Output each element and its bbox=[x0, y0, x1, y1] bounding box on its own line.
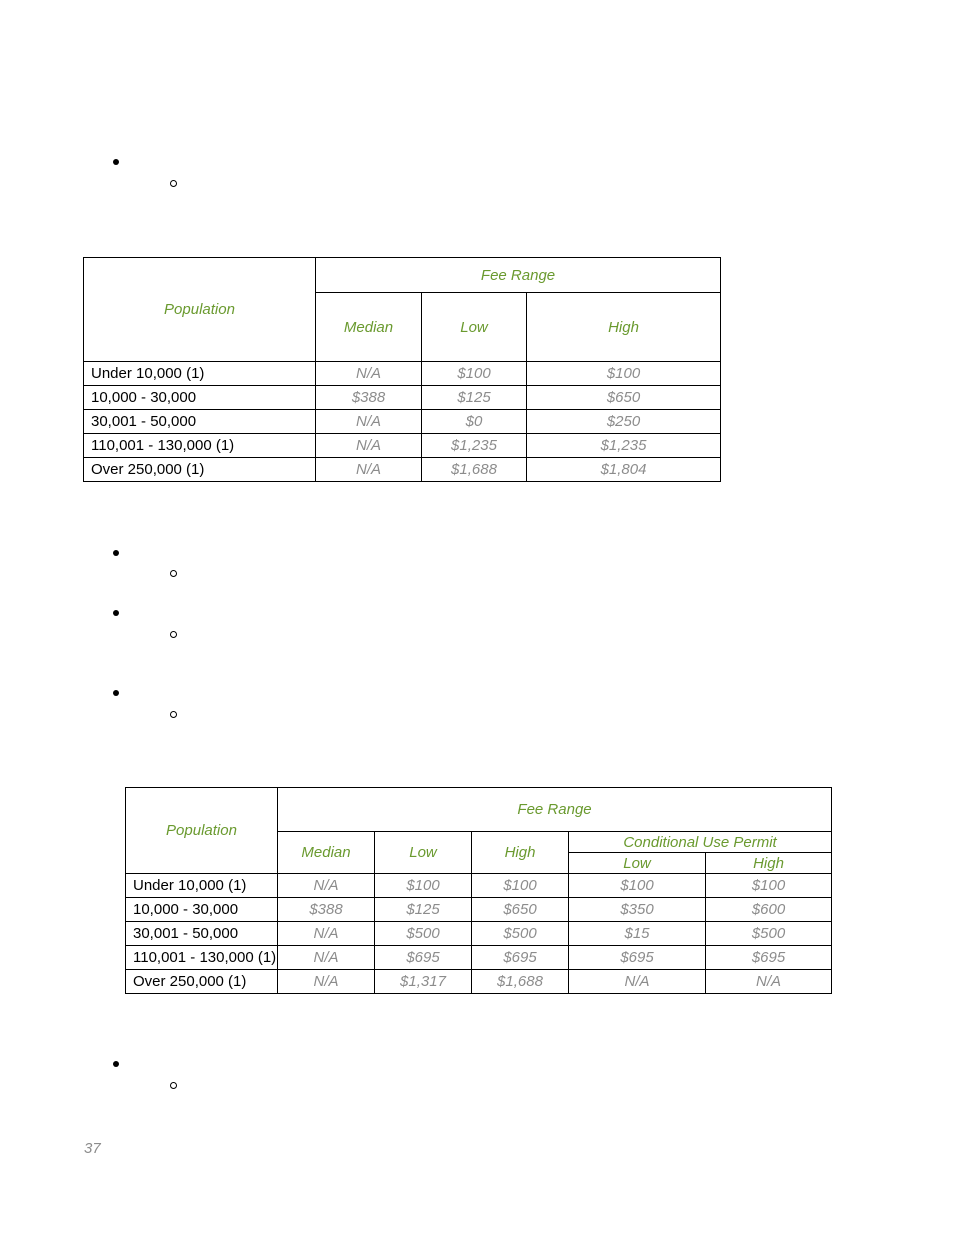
median-cell: N/A bbox=[278, 922, 375, 946]
low-cell: $0 bbox=[422, 410, 527, 434]
median-cell: $388 bbox=[278, 898, 375, 922]
median-cell: N/A bbox=[316, 458, 422, 482]
population-cell: 30,001 - 50,000 bbox=[84, 410, 316, 434]
cup-low-cell: $100 bbox=[569, 874, 706, 898]
high-cell: $100 bbox=[472, 874, 569, 898]
median-cell: N/A bbox=[316, 410, 422, 434]
cup-low-header: Low bbox=[569, 853, 706, 874]
table-row bbox=[126, 970, 832, 994]
high-cell: $250 bbox=[527, 410, 721, 434]
low-cell: $125 bbox=[422, 386, 527, 410]
population-cell: Over 250,000 (1) bbox=[126, 970, 278, 994]
bullet bbox=[113, 610, 119, 616]
cup-low-cell: $15 bbox=[569, 922, 706, 946]
population-cell: 30,001 - 50,000 bbox=[126, 922, 278, 946]
fee-table-1 bbox=[83, 257, 721, 482]
table-row bbox=[126, 874, 832, 898]
high-cell: $1,688 bbox=[472, 970, 569, 994]
median-cell: N/A bbox=[278, 874, 375, 898]
population-cell: 110,001 - 130,000 (1) bbox=[126, 946, 278, 970]
population-header: Population bbox=[126, 788, 278, 874]
table-row bbox=[84, 362, 721, 386]
low-cell: $1,235 bbox=[422, 434, 527, 458]
sub-bullet bbox=[170, 1082, 177, 1089]
cup-high-cell: $500 bbox=[706, 922, 832, 946]
low-cell: $1,317 bbox=[375, 970, 472, 994]
conditional-use-permit-header: Conditional Use Permit bbox=[569, 832, 832, 853]
population-header: Population bbox=[84, 258, 316, 362]
cup-high-cell: $100 bbox=[706, 874, 832, 898]
bullet bbox=[113, 550, 119, 556]
low-header: Low bbox=[375, 832, 472, 874]
median-cell: N/A bbox=[316, 362, 422, 386]
bullet bbox=[113, 159, 119, 165]
table-row bbox=[126, 922, 832, 946]
high-cell: $500 bbox=[472, 922, 569, 946]
population-cell: Over 250,000 (1) bbox=[84, 458, 316, 482]
low-cell: $1,688 bbox=[422, 458, 527, 482]
sub-bullet bbox=[170, 631, 177, 638]
table-row bbox=[84, 458, 721, 482]
low-cell: $695 bbox=[375, 946, 472, 970]
cup-high-header: High bbox=[706, 853, 832, 874]
bullet bbox=[113, 690, 119, 696]
population-cell: Under 10,000 (1) bbox=[126, 874, 278, 898]
table-row bbox=[126, 898, 832, 922]
low-header: Low bbox=[422, 293, 527, 362]
fee-table-2 bbox=[125, 787, 832, 994]
table-row bbox=[126, 946, 832, 970]
cup-high-cell: $600 bbox=[706, 898, 832, 922]
cup-low-cell: N/A bbox=[569, 970, 706, 994]
cup-low-cell: $350 bbox=[569, 898, 706, 922]
cup-high-cell: $695 bbox=[706, 946, 832, 970]
table-row bbox=[84, 410, 721, 434]
high-header: High bbox=[472, 832, 569, 874]
table-row bbox=[84, 434, 721, 458]
high-cell: $695 bbox=[472, 946, 569, 970]
cup-high-cell: N/A bbox=[706, 970, 832, 994]
page-number: 37 bbox=[84, 1140, 101, 1157]
population-cell: 10,000 - 30,000 bbox=[126, 898, 278, 922]
fee-range-header: Fee Range bbox=[316, 258, 721, 293]
median-header: Median bbox=[278, 832, 375, 874]
population-cell: Under 10,000 (1) bbox=[84, 362, 316, 386]
high-cell: $650 bbox=[527, 386, 721, 410]
bullet bbox=[113, 1061, 119, 1067]
population-cell: 10,000 - 30,000 bbox=[84, 386, 316, 410]
high-header: High bbox=[527, 293, 721, 362]
table-row bbox=[84, 386, 721, 410]
high-cell: $100 bbox=[527, 362, 721, 386]
low-cell: $125 bbox=[375, 898, 472, 922]
sub-bullet bbox=[170, 180, 177, 187]
low-cell: $100 bbox=[375, 874, 472, 898]
median-cell: $388 bbox=[316, 386, 422, 410]
median-cell: N/A bbox=[278, 946, 375, 970]
population-cell: 110,001 - 130,000 (1) bbox=[84, 434, 316, 458]
cup-low-cell: $695 bbox=[569, 946, 706, 970]
fee-range-header: Fee Range bbox=[278, 788, 832, 832]
median-header: Median bbox=[316, 293, 422, 362]
low-cell: $500 bbox=[375, 922, 472, 946]
sub-bullet bbox=[170, 570, 177, 577]
median-cell: N/A bbox=[278, 970, 375, 994]
median-cell: N/A bbox=[316, 434, 422, 458]
high-cell: $1,235 bbox=[527, 434, 721, 458]
low-cell: $100 bbox=[422, 362, 527, 386]
high-cell: $1,804 bbox=[527, 458, 721, 482]
high-cell: $650 bbox=[472, 898, 569, 922]
sub-bullet bbox=[170, 711, 177, 718]
